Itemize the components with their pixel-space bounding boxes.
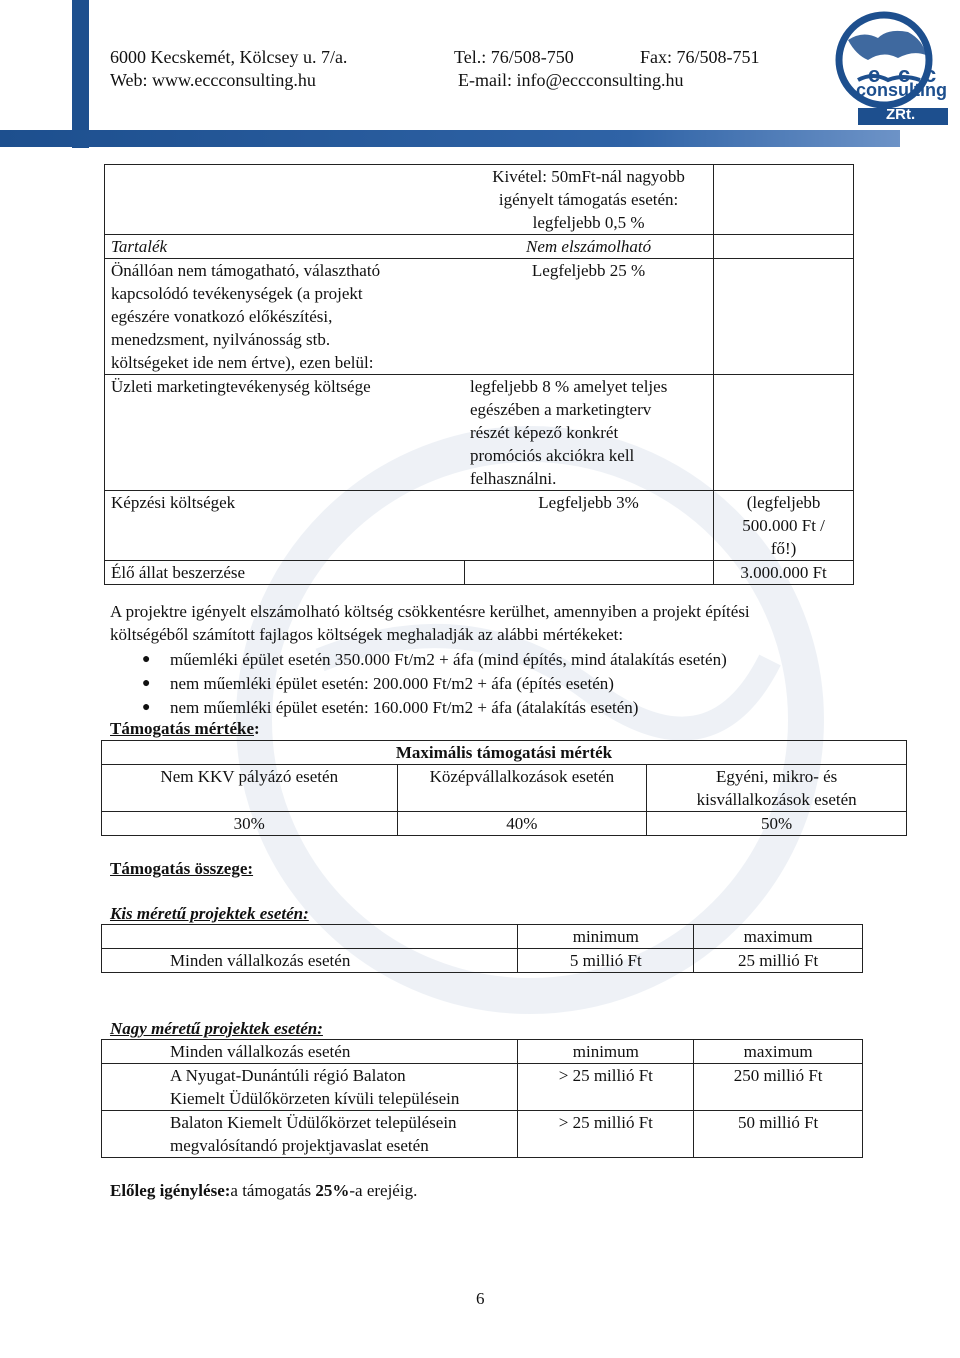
cost-table [104,164,854,585]
training-label: Képzési költségek [105,491,465,561]
logo-zrt: ZRt. [886,106,916,123]
optional-value: Legfeljebb 25 % [464,259,714,375]
reserve-value: Nem elszámolható [464,235,714,259]
header-fax: Fax: 76/508-751 [640,47,760,67]
small-row-min: 5 millió Ft [518,949,694,973]
small-row-max: 25 millió Ft [694,949,863,973]
large-row1-max: 250 millió Ft [694,1064,863,1111]
logo-letter-c2: c [924,62,937,87]
cost-row-reserve [105,235,854,259]
rate-medium: 40% [397,812,647,836]
header-non-sme: Nem KKV pályázó esetén [102,765,398,812]
list-item: ● műemléki épület esetén 350.000 Ft/m2 + áfa (mind építés, mind átalakítás esetén) [110,648,930,672]
header-tel: Tel.: 76/508-750 [454,47,574,67]
paragraph-line-2: költségéből számított fajlagos költségek meghaladják az alábbi mértékeket: [110,625,624,644]
page-number: 6 [476,1289,485,1308]
cost-row-training [105,491,854,561]
marketing-label: Üzleti marketingtevékenység költsége [105,375,465,491]
support-amount-heading: Támogatás összege: [110,859,254,878]
cost-row-livestock [105,561,854,585]
logo-consulting: consulting [856,80,947,100]
paragraph-line-1: A projektre igényelt elszámolható költség csökkentésre kerülhet, amennyiben a projekt építési [110,602,750,621]
list-item: ● nem műemléki épület esetén: 200.000 Ft/m2 + áfa (építés esetén) [110,672,930,696]
small-row-label: Minden vállalkozás esetén [102,949,518,973]
list-item: ● nem műemléki épület esetén: 160.000 Ft/m2 + áfa (átalakítás esetén) [110,696,930,720]
cost-row-exception [105,165,854,235]
header-address: 6000 Kecskemét, Kölcsey u. 7/a. [110,47,348,67]
large-row1-min: > 25 millió Ft [518,1064,694,1111]
rate-non-sme: 30% [102,812,398,836]
header-horizontal-bar [0,130,900,147]
header-web: Web: www.eccconsulting.hu [110,70,316,90]
logo-letter-e: e [868,62,881,87]
large-row2-label: Balaton Kiemelt Üdülőkörzet településein megvalósítandó projektjavaslat esetén [102,1111,518,1158]
header-medium: Középvállalkozások esetén [397,765,647,812]
small-min-header: minimum [518,925,694,949]
livestock-extra: 3.000.000 Ft [714,561,854,585]
cost-reduction-paragraph [110,600,910,646]
header-vertical-bar [72,0,89,148]
company-logo [828,10,950,125]
large-max-header: maximum [694,1040,863,1064]
optional-label: Önállóan nem támogatható, választható kapcsolódó tevékenységek (a projekt egészére vonatkozó előkészítési, menedzsment, nyilvánosság stb. költségeket ide nem értve), ezen belül: [105,259,465,375]
large-row1-label: A Nyugat-Dunántúli régió Balaton Kiemelt Üdülőkörzeten kívüli településein [102,1064,518,1111]
livestock-label: Élő állat beszerzése [105,561,465,585]
reserve-label: Tartalék [105,235,465,259]
support-rate-heading: Támogatás mértéke: [110,719,260,738]
large-head-label: Minden vállalkozás esetén [102,1040,518,1064]
small-max-header: maximum [694,925,863,949]
small-projects-heading: Kis méretű projektek esetén: [110,904,309,923]
large-row2-min: > 25 millió Ft [518,1111,694,1158]
large-projects-table [101,1039,863,1158]
large-row2-max: 50 millió Ft [694,1111,863,1158]
small-projects-table [101,924,863,973]
marketing-value: legfeljebb 8 % amelyet teljes egészében a marketingterv részét képező konkrét promóciós akciókra kell felhasználni. [464,375,714,491]
rate-micro-small: 50% [647,812,907,836]
support-rate-table-title: Maximális támogatási mérték [102,741,907,765]
logo-letter-c1: c [898,62,911,87]
cost-row-optional [105,259,854,375]
header-micro-small: Egyéni, mikro- és kisvállalkozások esetén [647,765,907,812]
exception-value: Kivétel: 50mFt-nál nagyobb igényelt támogatás esetén: legfeljebb 0,5 % [464,165,714,235]
support-rate-table [101,740,907,836]
training-value: Legfeljebb 3% [464,491,714,561]
cost-limit-list [110,648,930,720]
training-extra: (legfeljebb 500.000 Ft / fő!) [714,491,854,561]
cost-row-marketing [105,375,854,491]
large-min-header: minimum [518,1040,694,1064]
large-projects-heading: Nagy méretű projektek esetén: [110,1019,323,1038]
advance-payment-line: Előleg igénylése:a támogatás 25%-a erejéig. [110,1181,418,1200]
header-email: E-mail: info@eccconsulting.hu [458,70,684,90]
